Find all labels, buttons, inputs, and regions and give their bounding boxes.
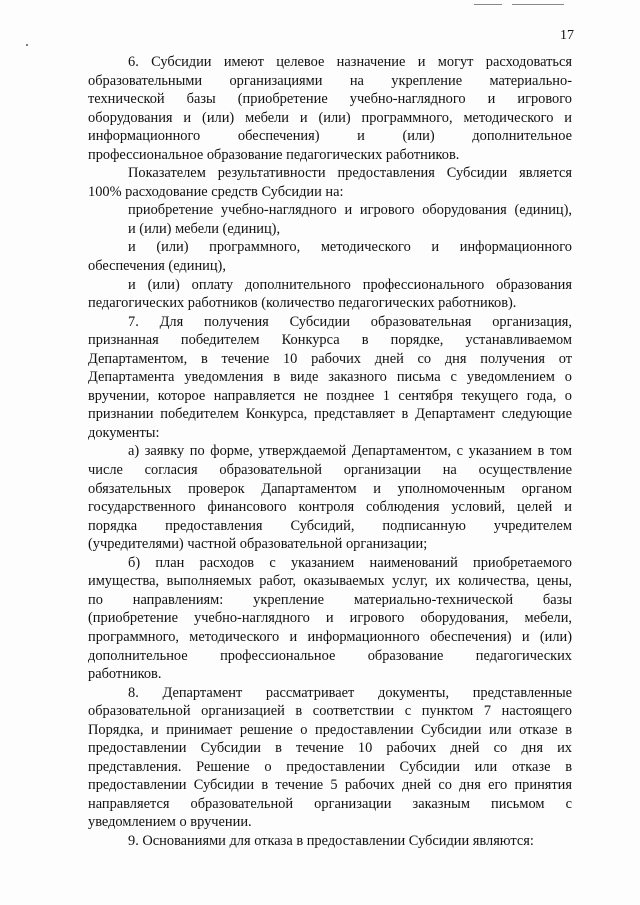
text-line: педагогических работников (количество педагогических работников). xyxy=(88,295,517,312)
text-line: направляется образовательной организации заказным письмом с xyxy=(88,795,572,812)
text-line: работников. xyxy=(88,666,162,683)
text-line: Департаментом, в течение 10 рабочих дней со дня получения от xyxy=(88,350,572,367)
scan-artifact-line xyxy=(512,4,564,5)
text-line: предоставлении Субсидии в течение 5 рабочих дней со дня его принятия xyxy=(88,777,572,794)
text-line: обязательных проверок Дапартаментом и уполномоченным органом xyxy=(88,480,572,497)
text-line: оборудования и (или) мебели и (или) программного, методического и xyxy=(88,109,572,126)
text-line: информационного обеспечения) и (или) дополнительное xyxy=(88,128,572,145)
text-line: порядка предоставления Субсидий, подписанную учредителем xyxy=(88,517,572,534)
text-line: образовательными организациями на укрепление материально- xyxy=(88,72,572,89)
text-line: и (или) мебели (единиц), xyxy=(128,220,281,237)
text-line: а) заявку по форме, утверждаемой Департаментом, с указанием в том xyxy=(128,443,572,460)
text-line: имущества, выполняемых работ, оказываемых услуг, их количества, цены, xyxy=(88,573,572,590)
text-line: 6. Субсидии имеют целевое назначение и могут расходоваться xyxy=(128,54,572,70)
text-line: и (или) программного, методического и информационного xyxy=(128,239,572,256)
text-line: приобретение учебно-наглядного и игрового оборудования (единиц), xyxy=(128,202,572,219)
text-line: и (или) оплату дополнительного профессионального образования xyxy=(128,276,572,293)
text-line: программного, методического и информационного обеспечения) и (или) xyxy=(88,628,572,645)
text-line: (приобретение учебно-наглядного и игрового оборудования, мебели, xyxy=(88,610,572,627)
text-line: признанная победителем Конкурса в порядке, устанавливаемом xyxy=(88,332,572,349)
page-number: 17 xyxy=(560,28,574,43)
document-body xyxy=(88,53,572,851)
text-line: Показателем результативности предоставления Субсидии является xyxy=(128,165,572,182)
text-line: дополнительное профессиональное образование педагогических xyxy=(88,647,572,664)
text-line: 100% расходование средств Субсидии на: xyxy=(88,183,344,200)
text-line: Порядка, и принимает решение о предоставлении Субсидии или отказе в xyxy=(88,721,572,738)
text-line: уведомлением о вручении. xyxy=(88,814,252,831)
text-line: вручении, которое направляется не позднее 1 сентября текущего года, о xyxy=(88,387,572,404)
scan-artifact-line xyxy=(474,4,502,5)
text-line: б) план расходов с указанием наименований приобретаемого xyxy=(128,554,572,571)
scan-artifact-speck xyxy=(26,44,28,46)
text-line: (учредителями) частной образовательной организации; xyxy=(88,536,428,553)
text-line: по направлениям: укрепление материально-технической базы xyxy=(88,591,572,608)
text-line: образовательной организацией в соответствии с пунктом 7 настоящего xyxy=(88,703,572,720)
text-line: представления. Решение о предоставлении Субсидии или отказе в xyxy=(88,758,572,775)
text-line: обеспечения (единиц), xyxy=(88,258,226,275)
text-line: технической базы (приобретение учебно-наглядного и игрового xyxy=(88,91,572,108)
text-line: предоставлении Субсидии в течение 10 рабочих дней со дня их xyxy=(88,740,572,757)
text-line: государственного финансового контроля соблюдения условий, целей и xyxy=(88,499,572,516)
text-line: документы: xyxy=(88,424,160,441)
text-line: профессиональное образование педагогических работников. xyxy=(88,146,460,163)
text-line: признании победителем Конкурса, представляет в Департамент следующие xyxy=(88,406,572,423)
text-line: 7. Для получения Субсидии образовательная организация, xyxy=(128,313,572,330)
text-line: 8. Департамент рассматривает документы, представленные xyxy=(128,684,572,701)
text-line: числе согласия образовательной организации на осуществление xyxy=(88,462,572,479)
text-line: 9. Основаниями для отказа в предоставлении Субсидии являются: xyxy=(128,832,534,849)
text-line: Департамента уведомления в виде заказного письма с уведомлением о xyxy=(88,369,572,386)
